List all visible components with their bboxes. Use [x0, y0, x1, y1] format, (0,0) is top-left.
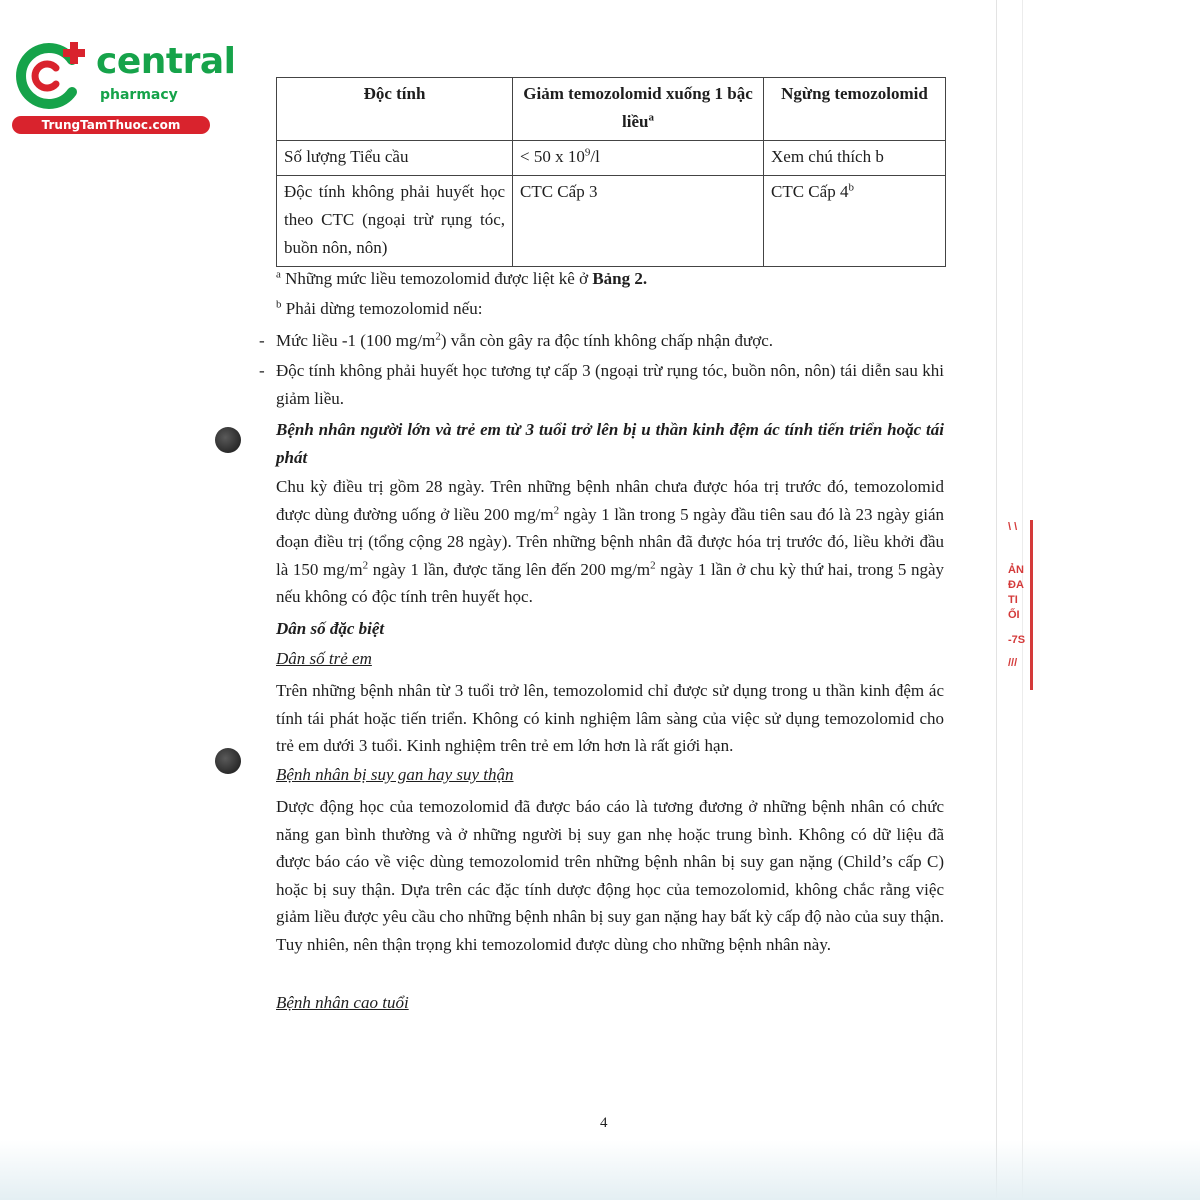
table-row — [277, 141, 946, 176]
footnote-mark: b — [276, 298, 282, 311]
footnote-b — [276, 295, 944, 323]
bullet-text: Mức liều -1 (100 mg/m — [276, 331, 436, 350]
table-header-cell — [513, 78, 764, 141]
exponent: 2 — [553, 503, 560, 516]
table-header-cell: Ngừng temozolomid — [764, 78, 946, 141]
table-cell: CTC Cấp 3 — [513, 176, 764, 267]
bullet-item — [276, 327, 944, 355]
table-cell — [764, 176, 946, 267]
pharmacy-logo — [10, 38, 236, 138]
footnote-text: Những mức liều temozolomid được liệt kê ở — [285, 269, 593, 288]
table-header-cell: Độc tính — [277, 78, 513, 141]
table-cell: Độc tính không phải huyết học theo CTC (ngoại trừ rụng tóc, buồn nôn, nôn) — [277, 176, 513, 267]
logo-url-badge: TrungTamThuoc.com — [12, 116, 210, 134]
stamp-text: /// — [1008, 657, 1018, 669]
page-edge-line — [996, 0, 997, 1200]
logo-subtitle: pharmacy — [100, 87, 178, 103]
footnote-mark: a — [648, 111, 654, 124]
paragraph-text: Chu kỳ điều trị gồm 28 ngày. Trên những bệnh nhân chưa được hóa trị trước đó, temozolomid được dùng đường uống ở liều 200 mg/m — [276, 477, 944, 524]
table-row — [277, 176, 946, 267]
exponent: 9 — [584, 146, 591, 159]
table-cell: Số lượng Tiểu cầu — [277, 141, 513, 176]
paragraph-text: ngày 1 lần ở chu kỳ thứ hai, trong 5 ngày nếu không có độc tính trên huyết học. — [276, 559, 944, 606]
footnote-a — [276, 265, 944, 293]
red-stamp-fragment — [1008, 520, 1033, 690]
section-heading: Bệnh nhân người lớn và trẻ em từ 3 tuổi trở lên bị u thần kinh đệm ác tính tiến triển hoặc tái phát — [276, 420, 944, 467]
punch-hole — [215, 748, 241, 774]
exponent: 2 — [650, 558, 656, 571]
exponent: 2 — [362, 558, 369, 571]
exponent: 2 — [435, 330, 441, 343]
cell-text: CTC Cấp 4 — [771, 182, 849, 201]
footnote-ref: Bảng 2. — [592, 269, 648, 288]
bullet-text: ) vẫn còn gây ra độc tính không chấp nhận được. — [440, 331, 773, 350]
subsection-title: Dân số trẻ em — [276, 649, 372, 668]
section-paragraph: Trên những bệnh nhân từ 3 tuổi trở lên, temozolomid chỉ được sử dụng trong u thần kinh đệm ác tính tái phát hoặc tiến triển. Không có kinh nghiệm lâm sàng của việc sử dụng temozolomid cho trẻ em dưới 3 tuổi. Kinh nghiệm trên trẻ em lớn hơn là rất giới hạn. — [276, 681, 944, 755]
section-heading: Dân số đặc biệt — [276, 619, 385, 638]
page-number: 4 — [600, 1115, 608, 1131]
stamp-text: ĐA — [1008, 579, 1024, 591]
unit-text: /l — [590, 147, 600, 166]
section-paragraph: Dược động học của temozolomid đã được báo cáo là tương đương ở những bệnh nhân có chức năng gan bình thường và ở những người bị suy gan nhẹ hoặc trung bình. Không có dữ liệu đã được báo cáo về việc dùng temozolomid trên những bệnh nhân bị suy gan nặng (Child’s cấp C) hoặc bị suy thận. Dựa trên các đặc tính dược động học của temozolomid, không chắc rằng việc giảm liều được yêu cầu cho những bệnh nhân bị suy gan nặng hay bất kỳ cấp độ nào của suy thận. Tuy nhiên, nên thận trọng khi temozolomid được dùng cho những bệnh nhân này. — [276, 797, 944, 954]
paragraph-text: ngày 1 lần, được tăng lên đến 200 mg/m — [368, 559, 651, 579]
punch-hole — [215, 427, 241, 453]
cell-text: < 50 x 10 — [520, 147, 585, 166]
toxicity-table — [276, 77, 946, 267]
subsection-title: Bệnh nhân bị suy gan hay suy thận — [276, 765, 514, 784]
paragraph-text: ngày 1 lần trong 5 ngày đầu tiên sau đó là 23 ngày gián đoạn điều trị (tổng cộng 28 ngày). Trên những bệnh nhân đã được hóa trị trước đó, liều khởi đầu là 150 mg/m — [276, 504, 944, 579]
stamp-text: \ \ — [1008, 521, 1018, 533]
logo-name: central — [96, 41, 236, 82]
subsection-heading — [276, 989, 944, 1017]
table-cell: Xem chú thích b — [764, 141, 946, 176]
bottom-tint — [0, 1140, 1200, 1200]
pharmacy-logo-icon — [10, 38, 94, 112]
table-header-row — [277, 78, 946, 141]
footnote-mark: a — [276, 268, 281, 281]
footnote-mark: b — [848, 181, 854, 194]
bullet-marker: - — [259, 331, 265, 350]
section-paragraph — [276, 473, 944, 611]
stamp-text: TI — [1008, 594, 1018, 606]
subsection-heading — [276, 761, 944, 789]
table-cell — [513, 141, 764, 176]
bullet-marker: - — [259, 361, 265, 380]
subsection-title: Bệnh nhân cao tuổi — [276, 993, 409, 1012]
bullet-item: Độc tính không phải huyết học tương tự cấp 3 (ngoại trừ rụng tóc, buồn nôn, nôn) tái diễn sau khi giảm liều. — [276, 361, 944, 408]
footnote-text: Phải dừng temozolomid nếu: — [285, 299, 483, 318]
stamp-text: ỐI — [1008, 609, 1020, 621]
subsection-heading — [276, 645, 944, 673]
stamp-text: ẢN — [1008, 564, 1024, 576]
header-text: Giảm temozolomid xuống 1 bậc liều — [523, 84, 753, 131]
stamp-text: -7S — [1008, 634, 1026, 646]
